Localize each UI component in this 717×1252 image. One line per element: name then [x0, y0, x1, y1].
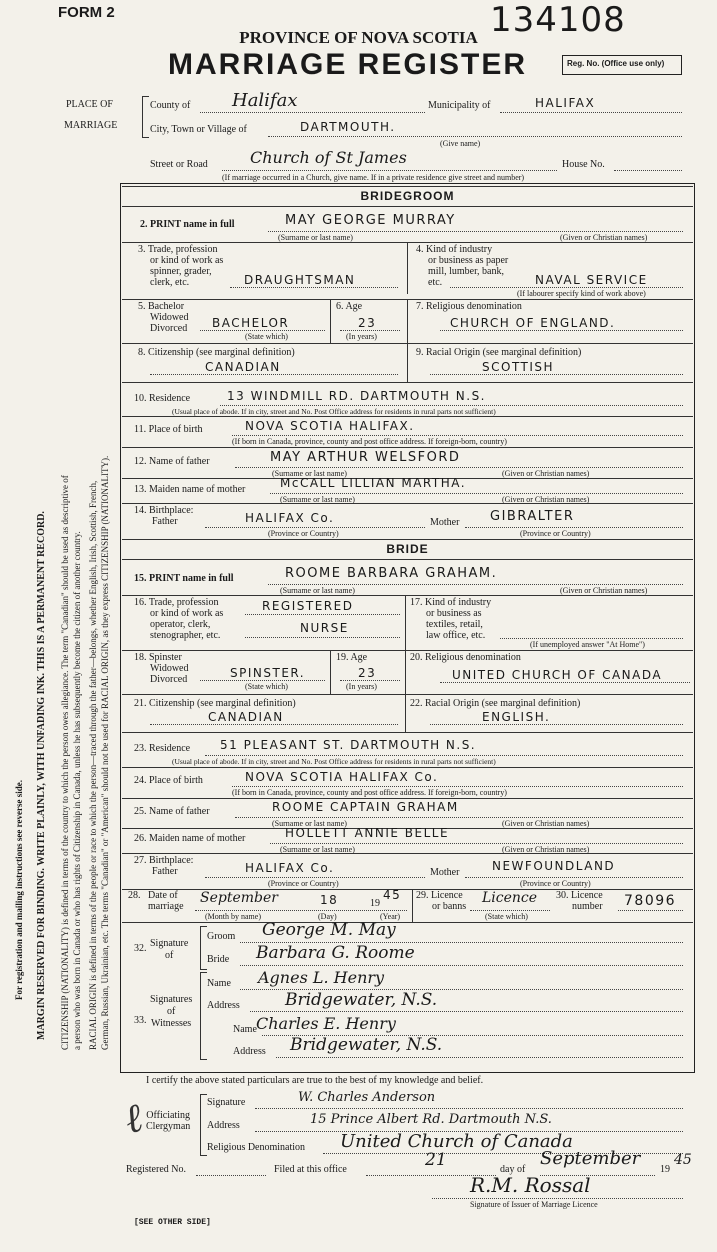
- bridegroom-heading: BRIDEGROOM: [360, 189, 455, 203]
- f23-label: 23. Residence: [134, 743, 191, 754]
- municipality-value: HALIFAX: [535, 96, 596, 110]
- county-value: Halifax: [232, 90, 298, 111]
- divider: [122, 650, 693, 651]
- licence-type-line: [470, 910, 550, 911]
- f16-label-line: operator, clerk,: [150, 619, 211, 630]
- groom-father-birth-line: [205, 527, 425, 528]
- marriage-month-value: September: [200, 890, 278, 906]
- witness-bracket: [200, 972, 207, 1060]
- f3-label-line: spinner, grader,: [150, 266, 212, 277]
- f27-label-line: 27. Birthplace:: [134, 855, 194, 866]
- city-label: City, Town or Village of: [150, 124, 247, 135]
- f2-label: [140, 219, 235, 230]
- bride-father-birth-line: [205, 877, 425, 878]
- surname-hint: (Surname or last name): [278, 233, 353, 242]
- given-hint: (Given or Christian names): [502, 819, 590, 828]
- street-label: Street or Road: [150, 159, 208, 170]
- divider: [407, 299, 408, 343]
- f3-label-line: or kind of work as: [150, 255, 224, 266]
- f28-label-2: [148, 890, 184, 912]
- bride-trade-value-2: NURSE: [300, 621, 349, 635]
- divider: [407, 242, 408, 294]
- w2-name-label: Name: [233, 1024, 257, 1035]
- clergy-sig-line: [255, 1108, 683, 1109]
- officiating-label: [146, 1110, 190, 1132]
- f17-label-line: law office, etc.: [426, 630, 486, 641]
- divider: [412, 889, 413, 922]
- witness-label-line: Witnesses: [151, 1018, 192, 1029]
- f17-label-line: textiles, retail,: [426, 619, 483, 630]
- groom-industry-value: NAVAL SERVICE: [535, 273, 648, 287]
- groom-father-birth-value: HALIFAX Co.: [245, 511, 335, 525]
- f7-label: 7. Religious denomination: [416, 301, 522, 312]
- f4-label-line: etc.: [428, 277, 443, 288]
- f16-label-line: stenographer, etc.: [150, 630, 221, 641]
- unemployed-hint: (If unemployed answer "At Home"): [530, 640, 645, 649]
- bride-sig-label: Bride: [207, 954, 230, 965]
- bride-name-value: ROOME BARBARA GRAHAM.: [285, 566, 498, 581]
- f33-num: 33.: [134, 1015, 147, 1026]
- bride-racial-value: ENGLISH.: [482, 710, 551, 724]
- f5-label-line: Widowed: [150, 312, 189, 323]
- f28-label: [128, 890, 141, 901]
- margin-citizenship-def-1: CITIZENSHIP (NATIONALITY) is defined in terms of the country to which the person owes allegiance. The term "Canadian" should be used as descriptive of: [60, 475, 70, 1050]
- f16-label: [134, 597, 223, 641]
- witness-label-line: Signatures: [150, 994, 193, 1005]
- bride-heading: BRIDE: [386, 542, 429, 556]
- handwritten-register-number: 134108: [490, 0, 626, 40]
- city-value: DARTMOUTH.: [300, 120, 396, 134]
- divider: [122, 922, 693, 923]
- bride-birthplace-line: [232, 786, 683, 787]
- divider: [330, 299, 331, 343]
- marriage-label: MARRIAGE: [64, 120, 118, 131]
- bride-citizenship-line: [150, 724, 398, 725]
- f24-label: 24. Place of birth: [134, 775, 203, 786]
- labourer-hint: (If labourer specify kind of work above): [517, 289, 646, 298]
- date-line: [195, 910, 407, 911]
- clergy-bracket: [200, 1094, 207, 1156]
- f29-label-line: or banns: [432, 901, 467, 912]
- residence-hint: (Usual place of abode. If in city, street and No. Post Office address for residents in rural parts not sufficient): [172, 407, 496, 416]
- licence-number-line: [618, 910, 683, 911]
- w1-address-label: Address: [207, 1000, 240, 1011]
- bride-age-line: [340, 680, 400, 681]
- filed-year-prefix: 19: [660, 1164, 670, 1175]
- bride-status-value: SPINSTER.: [230, 666, 306, 680]
- divider: [122, 539, 693, 540]
- bride-trade-line: [245, 637, 400, 638]
- bride-citizenship-value: CANADIAN: [208, 710, 284, 724]
- municipality-line: [500, 112, 682, 113]
- birthplace-hint: (If born in Canada, province, county and post office address. If foreign-born, country): [232, 437, 507, 446]
- bride-mother-birth-value: NEWFOUNDLAND: [492, 859, 616, 873]
- f13-label: 13. Maiden name of mother: [134, 484, 246, 495]
- margin-racial-def-1: RACIAL ORIGIN is defined in terms of the people or race to which the person—traced through the father—belongs, whether English, Irish, Scottish, French,: [88, 480, 98, 1050]
- bride-father-birth-value: HALIFAX Co.: [245, 861, 335, 875]
- f5-label-line: Divorced: [150, 323, 188, 334]
- clergy-address-label: Address: [207, 1120, 240, 1131]
- groom-religion-value: CHURCH OF ENGLAND.: [450, 316, 616, 330]
- margin-instructions: For registration and mailing instructions see reverse side.: [14, 780, 24, 1000]
- f29-label-line: 29. Licence: [416, 890, 463, 901]
- given-hint: (Given or Christian names): [560, 233, 648, 242]
- witness-label-line: of: [166, 1006, 176, 1017]
- denomination-label: Religious Denomination: [207, 1142, 306, 1153]
- given-hint: (Given or Christian names): [502, 845, 590, 854]
- surname-hint: (Surname or last name): [272, 819, 347, 828]
- f30-label-line: 30. Licence: [556, 890, 603, 901]
- county-label: County of: [150, 100, 191, 111]
- f15-label-text: 15. PRINT name in full: [134, 573, 234, 584]
- bride-mother-birth-line: [465, 877, 683, 878]
- county-line: [200, 112, 425, 113]
- state-which-hint: (State which): [245, 332, 288, 341]
- f32-label: [150, 938, 188, 962]
- f12-label: 12. Name of father: [134, 456, 210, 467]
- f19-label: 19. Age: [336, 652, 368, 663]
- bride-residence-line: [205, 755, 683, 756]
- surname-hint: (Surname or last name): [280, 495, 355, 504]
- registration-number-box: Reg. No. (Office use only): [562, 55, 682, 75]
- divider: [122, 447, 693, 448]
- province-heading: PROVINCE OF NOVA SCOTIA: [239, 28, 478, 47]
- form-number: FORM 2: [58, 4, 115, 21]
- f16-label-line: or kind of work as: [150, 608, 224, 619]
- state-which-hint: (State which): [245, 682, 288, 691]
- divider: [122, 732, 693, 733]
- f32-label-line: of: [164, 950, 174, 961]
- province-hint: (Province or Country): [520, 529, 591, 538]
- province-hint: (Province or Country): [268, 879, 339, 888]
- filed-year-value: 45: [674, 1152, 692, 1168]
- city-line: [268, 136, 682, 137]
- bride-name-line: [268, 584, 683, 585]
- officiating-label-line: Officiating: [146, 1110, 190, 1121]
- f17-label-line: or business as: [426, 608, 482, 619]
- clergy-denomination: United Church of Canada: [340, 1131, 573, 1152]
- mother-label: Mother: [430, 867, 460, 878]
- f22-label: 22. Racial Origin (see marginal definition): [410, 698, 581, 709]
- w2-address-line: [276, 1057, 683, 1058]
- divider: [122, 382, 693, 383]
- f18-label-line: Divorced: [150, 674, 188, 685]
- residence-hint: (Usual place of abode. If in city, street and No. Post Office address for residents in rural parts not sufficient): [172, 757, 496, 766]
- divider: [405, 595, 406, 650]
- municipality-label: Municipality of: [428, 100, 491, 111]
- f5-label: [138, 301, 188, 334]
- divider: [122, 798, 693, 799]
- surname-hint: (Surname or last name): [280, 586, 355, 595]
- f9-label: 9. Racial Origin (see marginal definition): [416, 347, 582, 358]
- divider: [122, 206, 693, 207]
- bride-sig-line: [240, 965, 683, 966]
- registered-line: [196, 1175, 266, 1176]
- year-hint: (Year): [380, 912, 401, 921]
- groom-mother-value: McCALL LILLIAN MARTHA.: [280, 476, 467, 490]
- issuer-label: Signature of Issuer of Marriage Licence: [470, 1200, 598, 1209]
- province-hint: (Province or Country): [520, 879, 591, 888]
- f28-label-line: marriage: [148, 901, 184, 912]
- certification-text: I certify the above stated particulars are true to the best of my knowledge and belief.: [146, 1075, 484, 1086]
- divider: [122, 767, 693, 768]
- w1-name-label: Name: [207, 978, 231, 989]
- divider: [330, 650, 331, 694]
- f17-label-line: 17. Kind of industry: [410, 597, 492, 608]
- w1-address-line: [250, 1011, 683, 1012]
- groom-name-line: [268, 231, 683, 232]
- bride-birthplace-value: NOVA SCOTIA HALIFAX Co.: [245, 770, 439, 784]
- f10-label: 10. Residence: [134, 393, 191, 404]
- clergy-signature: W. Charles Anderson: [298, 1090, 436, 1105]
- f4-label: [416, 244, 508, 288]
- bride-father-line: [235, 817, 683, 818]
- f21-label: 21. Citizenship (see marginal definition): [134, 698, 296, 709]
- give-name-hint: (Give name): [440, 139, 481, 148]
- f32-label-line: Signature: [150, 938, 189, 949]
- margin-citizenship-def-2: a person who was born in Canada or who has rights of Citizenship in Canada, unless he has subsequently become the citizen of another country.: [72, 531, 82, 1050]
- witness1-address: Bridgewater, N.S.: [285, 990, 438, 1010]
- f28-label-line: Date of: [148, 890, 178, 901]
- groom-sig-label: Groom: [207, 931, 236, 942]
- bride-father-value: ROOME CAPTAIN GRAHAM: [272, 800, 459, 814]
- f4-label-line: 4. Kind of industry: [416, 244, 493, 255]
- groom-father-value: MAY ARTHUR WELSFORD: [270, 450, 461, 465]
- f15-label: [134, 573, 234, 584]
- house-no-label: House No.: [562, 159, 605, 170]
- given-hint: (Given or Christian names): [502, 469, 590, 478]
- see-other-side: [SEE OTHER SIDE]: [134, 1218, 211, 1227]
- signature-bracket: [200, 926, 207, 970]
- filed-month-value: September: [540, 1148, 641, 1169]
- groom-racial-line: [430, 374, 683, 375]
- day-of-label: day of: [500, 1164, 526, 1175]
- groom-age-value: 23: [358, 316, 377, 330]
- street-line: [222, 170, 557, 171]
- given-hint: (Given or Christian names): [560, 586, 648, 595]
- groom-mother-birth-value: GIBRALTER: [490, 509, 575, 524]
- f5-label-line: 5. Bachelor: [138, 301, 185, 312]
- filed-day-value: 21: [425, 1150, 447, 1170]
- divider: [122, 853, 693, 854]
- groom-citizenship-value: CANADIAN: [205, 360, 281, 374]
- divider: [122, 559, 693, 560]
- groom-trade-line: [230, 287, 398, 288]
- f14-label: [134, 505, 193, 527]
- groom-religion-line: [440, 330, 683, 331]
- page-title: MARRIAGE REGISTER: [168, 48, 528, 81]
- marriage-year-value: 45: [383, 888, 402, 902]
- f32-num: 32.: [134, 943, 147, 954]
- groom-age-line: [340, 330, 400, 331]
- street-value: Church of St James: [250, 148, 407, 167]
- divider: [122, 694, 693, 695]
- mother-label: Mother: [430, 517, 460, 528]
- groom-trade-value: DRAUGHTSMAN: [244, 273, 356, 287]
- divider: [405, 650, 406, 694]
- groom-status-line: [200, 330, 325, 331]
- groom-father-line: [235, 467, 683, 468]
- place-of-label: PLACE OF: [66, 99, 113, 110]
- f30-label: [556, 890, 603, 912]
- divider: [122, 416, 693, 417]
- groom-industry-line: [450, 287, 683, 288]
- f8-label: 8. Citizenship (see marginal definition): [138, 347, 295, 358]
- divider: [122, 503, 693, 504]
- bride-residence-value: 51 PLEASANT ST. DARTMOUTH N.S.: [220, 738, 477, 752]
- filed-label: Filed at this office: [274, 1164, 347, 1175]
- f14-label-line: Father: [152, 516, 178, 527]
- in-years-hint: (In years): [346, 682, 377, 691]
- bride-religion-line: [440, 682, 690, 683]
- month-hint: (Month by name): [205, 912, 261, 921]
- marriage-day-value: 18: [320, 893, 339, 907]
- bride-signature: Barbara G. Roome: [256, 943, 415, 963]
- house-no-line: [614, 170, 682, 171]
- licence-number-value: 78096: [624, 893, 677, 909]
- witness-label: [150, 994, 192, 1030]
- in-years-hint: (In years): [346, 332, 377, 341]
- bride-mother-value: HOLLETT ANNIE BELLE: [285, 826, 450, 840]
- bride-religion-value: UNITED CHURCH OF CANADA: [452, 668, 663, 682]
- f18-label-line: Widowed: [150, 663, 189, 674]
- f3-label-line: 3. Trade, profession: [138, 244, 218, 255]
- groom-mother-birth-line: [465, 527, 683, 528]
- f2-label-text: 2. PRINT name in full: [140, 219, 235, 230]
- groom-residence-line: [220, 405, 683, 406]
- witness1-name: Agnes L. Henry: [258, 968, 385, 987]
- given-hint: (Given or Christian names): [502, 495, 590, 504]
- clergy-sig-label: Signature: [207, 1097, 246, 1108]
- bride-industry-line: [500, 638, 683, 639]
- place-bracket: [142, 96, 149, 138]
- birthplace-hint: (If born in Canada, province, county and post office address. If foreign-born, country): [232, 788, 507, 797]
- f20-label: 20. Religious denomination: [410, 652, 521, 663]
- f27-label: [134, 855, 193, 877]
- officiating-label-line: Clergyman: [146, 1121, 191, 1132]
- f4-label-line: or business as paper: [428, 255, 509, 266]
- bride-age-value: 23: [358, 666, 377, 680]
- f16-label-line: 16. Trade, profession: [134, 597, 219, 608]
- groom-birthplace-line: [232, 435, 683, 436]
- surname-hint: (Surname or last name): [272, 469, 347, 478]
- f3-label: [138, 244, 223, 288]
- groom-racial-value: SCOTTISH: [482, 360, 555, 374]
- bride-mother-line: [270, 843, 683, 844]
- groom-citizenship-line: [150, 374, 398, 375]
- margin-racial-def-2: German, Russian, Ukrainian, etc. The terms "Canadian" or "American" should not be used for RACIAL ORIGIN, as they express CITIZENSHIP (NATIONALITY).: [100, 455, 110, 1050]
- f28-label-line: 28.: [128, 890, 141, 901]
- f3-label-line: clerk, etc.: [150, 277, 190, 288]
- issuer-sig-line: [432, 1198, 683, 1199]
- bride-trade-value-1: REGISTERED: [262, 599, 354, 613]
- w2-address-label: Address: [233, 1046, 266, 1057]
- state-which-hint: (State which): [485, 912, 528, 921]
- witness2-name: Charles E. Henry: [256, 1014, 396, 1033]
- bride-status-line: [200, 680, 325, 681]
- bride-trade-line: [245, 614, 400, 615]
- province-hint: (Province or Country): [268, 529, 339, 538]
- divider: [122, 186, 693, 187]
- f25-label: 25. Name of father: [134, 806, 210, 817]
- f30-label-line: number: [572, 901, 603, 912]
- f14-label-line: 14. Birthplace:: [134, 505, 194, 516]
- divider: [407, 343, 408, 382]
- witness2-address: Bridgewater, N.S.: [290, 1035, 443, 1055]
- clergy-address: 15 Prince Albert Rd. Dartmouth N.S.: [310, 1112, 552, 1127]
- registered-label: Registered No.: [126, 1164, 186, 1175]
- divider: [405, 694, 406, 732]
- clergy-scribble-mark: ℓ: [119, 1094, 148, 1144]
- f18-label: [134, 652, 188, 685]
- groom-status-value: BACHELOR: [212, 316, 290, 330]
- groom-name-value: MAY GEORGE MURRAY: [285, 213, 456, 228]
- bride-racial-line: [430, 724, 683, 725]
- f11-label: 11. Place of birth: [134, 424, 203, 435]
- surname-hint: (Surname or last name): [280, 845, 355, 854]
- f6-label: 6. Age: [336, 301, 363, 312]
- f4-label-line: mill, lumber, bank,: [428, 266, 504, 277]
- f26-label: 26. Maiden name of mother: [134, 833, 246, 844]
- groom-signature: George M. May: [262, 920, 396, 940]
- f18-label-line: 18. Spinster: [134, 652, 182, 663]
- f27-label-line: Father: [152, 866, 178, 877]
- f17-label: [410, 597, 491, 641]
- groom-residence-value: 13 WINDMILL RD. DARTMOUTH N.S.: [227, 389, 486, 403]
- year-prefix: 19: [370, 898, 380, 909]
- f29-label: [416, 890, 466, 912]
- groom-birthplace-value: NOVA SCOTIA HALIFAX.: [245, 419, 415, 433]
- groom-mother-line: [270, 493, 683, 494]
- street-note: (If marriage occurred in a Church, give name. If in a private residence give street and number): [222, 173, 525, 182]
- margin-binding-note: MARGIN RESERVED FOR BINDING. WRITE PLAINLY, WITH UNFADING INK. THIS IS A PERMANENT RECORD.: [36, 511, 47, 1040]
- licence-type-value: Licence: [482, 890, 538, 906]
- divider: [122, 595, 693, 596]
- issuer-signature: R.M. Rossal: [470, 1173, 591, 1197]
- day-hint: (Day): [318, 912, 337, 921]
